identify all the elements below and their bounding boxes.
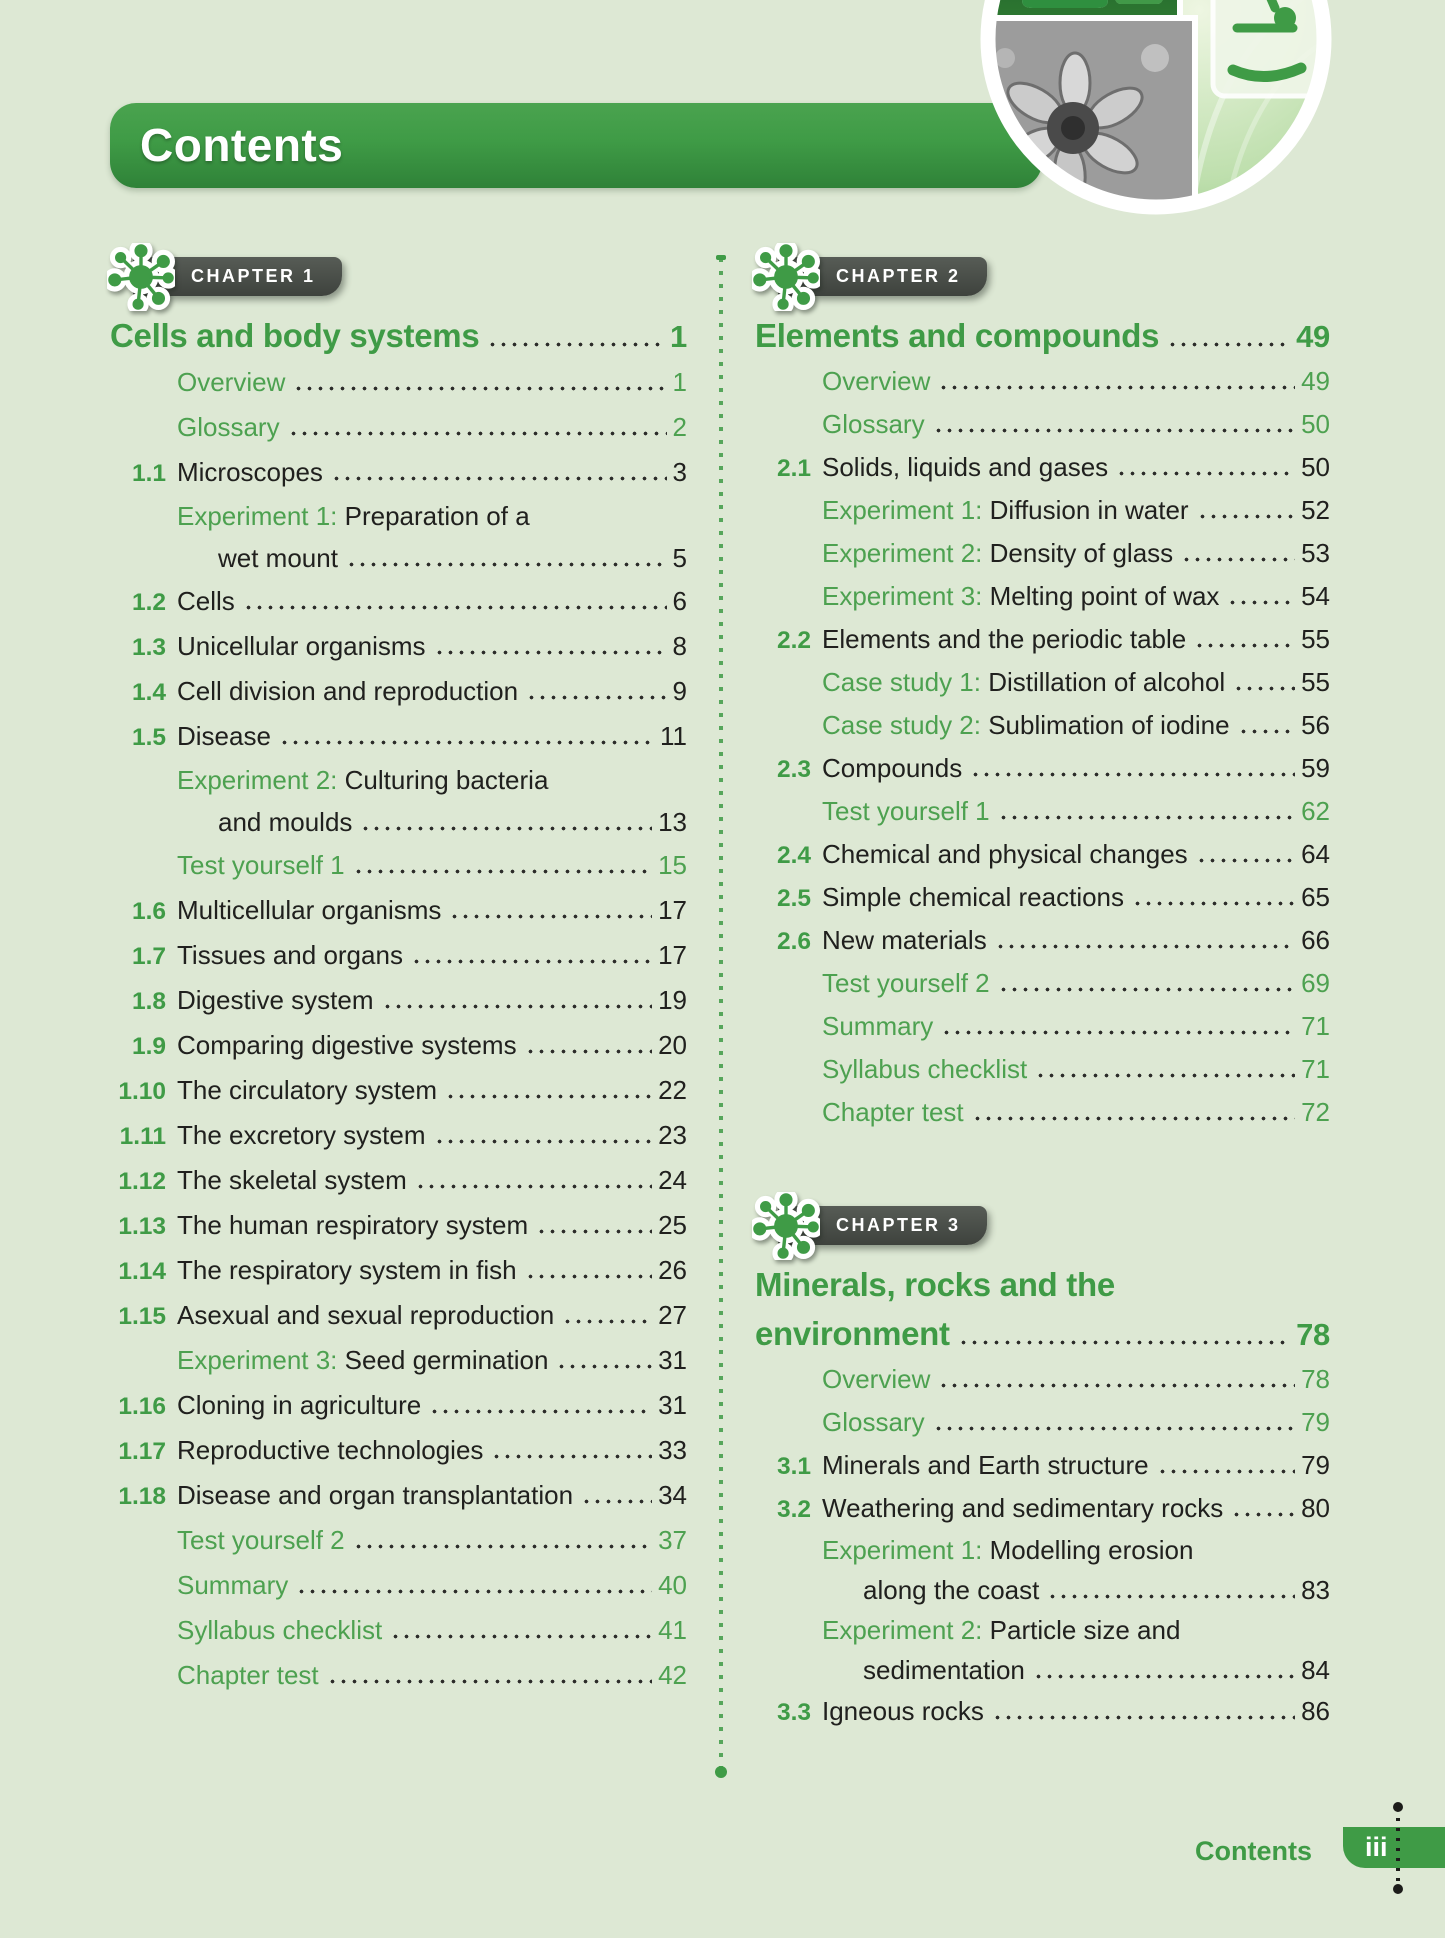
toc-entry-continuation [755, 1650, 1330, 1690]
toc-column-right [755, 257, 1330, 1733]
toc-entry [110, 1248, 687, 1293]
molecule-icon [752, 1192, 820, 1260]
entry-title: Comparing digestive systems [177, 1030, 517, 1060]
page-number: 55 [1301, 667, 1330, 697]
toc-entry [110, 1563, 687, 1608]
toc-entry [755, 1048, 1330, 1091]
toc-entry [110, 1428, 687, 1473]
chapter-block [755, 257, 1330, 1134]
toc-entry [110, 1473, 687, 1518]
dot-leader [331, 476, 667, 481]
toc-entry [755, 876, 1330, 919]
dot-leader [581, 1499, 652, 1504]
section-number: 2.2 [776, 627, 811, 654]
toc-entry [110, 1023, 687, 1068]
entry-green-prefix: Experiment 2: [822, 1615, 990, 1645]
entry-title: Summary [177, 1570, 289, 1600]
dot-leader [1035, 1073, 1295, 1078]
entry-title: Compounds [822, 753, 963, 783]
toc-entry [110, 759, 687, 801]
chapter-badge [778, 1206, 987, 1245]
page-number: 50 [1301, 452, 1330, 482]
page-number: 11 [660, 721, 687, 751]
toc-entry [755, 532, 1330, 575]
dot-leader [536, 1229, 652, 1234]
entry-title: Case study 2: Sublimation of iodine [822, 710, 1230, 740]
dot-leader [933, 428, 1296, 433]
dot-leader [970, 772, 1295, 777]
entry-title: The respiratory system in fish [177, 1255, 517, 1285]
section-number: 2.6 [776, 928, 811, 955]
entry-title: Summary [822, 1011, 934, 1041]
dot-leader [353, 1544, 652, 1549]
page-number: 71 [1301, 1011, 1330, 1041]
entry-green-prefix: Experiment 2: [822, 538, 990, 568]
chapter-title-text: Minerals, rocks and the [755, 1266, 1115, 1303]
toc-entry [755, 1358, 1330, 1401]
entry-title: Syllabus checklist [177, 1615, 383, 1645]
toc-entry [755, 962, 1330, 1005]
toc-entry [755, 790, 1330, 833]
entry-title: Glossary [822, 1407, 925, 1437]
entry-title: Unicellular organisms [177, 631, 426, 661]
section-number: 1.15 [118, 1303, 166, 1330]
page-number: 40 [658, 1570, 687, 1600]
dot-leader [288, 431, 667, 436]
entry-title: Asexual and sexual reproduction [177, 1300, 555, 1330]
entry-title: New materials [822, 925, 987, 955]
entry-title: Igneous rocks [822, 1696, 984, 1726]
dot-leader [556, 1364, 652, 1369]
entry-title: Minerals and Earth structure [822, 1450, 1149, 1480]
entry-title: Disease and organ transplantation [177, 1480, 574, 1510]
entry-title: Test yourself 2 [177, 1525, 345, 1555]
dot-leader [491, 1454, 652, 1459]
toc-entry [755, 661, 1330, 704]
footer-section-label: Contents [1195, 1836, 1312, 1866]
dot-leader [487, 342, 664, 347]
toc-entry [755, 1401, 1330, 1444]
section-number: 3.2 [776, 1496, 811, 1523]
chapter-page-number: 78 [1296, 1317, 1330, 1352]
chapter-block [110, 257, 687, 1698]
chapter-title [110, 311, 687, 360]
dot-leader [415, 1184, 652, 1189]
entry-title: Chapter test [177, 1660, 319, 1690]
entry-title: Cells [177, 586, 235, 616]
entry-green-prefix: Experiment 3: [822, 581, 990, 611]
entry-title: Experiment 3: Melting point of wax [822, 581, 1220, 611]
dot-leader [279, 740, 654, 745]
dot-leader [938, 1383, 1295, 1388]
toc-entry [755, 1091, 1330, 1134]
toc-entry [755, 489, 1330, 532]
dot-leader [327, 1679, 652, 1684]
dot-leader [998, 815, 1295, 820]
entry-title: Digestive system [177, 985, 374, 1015]
entry-title: The excretory system [177, 1120, 426, 1150]
section-number: 1.2 [131, 589, 166, 616]
dot-leader [1132, 901, 1295, 906]
entry-title: Experiment 1: Preparation of a [177, 501, 530, 531]
entry-title: Syllabus checklist [822, 1054, 1028, 1084]
page-number: 53 [1301, 538, 1330, 568]
page-number: 13 [658, 807, 687, 837]
page-number: 26 [658, 1255, 687, 1285]
dot-leader [429, 1409, 652, 1414]
dot-leader [445, 1094, 652, 1099]
section-number: 1.4 [131, 679, 166, 706]
page-number: 15 [658, 850, 687, 880]
page-number: 42 [658, 1660, 687, 1690]
dot-leader [296, 1589, 652, 1594]
page-number: 56 [1301, 710, 1330, 740]
chapter-title [755, 311, 1330, 360]
dot-leader [1233, 686, 1295, 691]
entry-green-prefix: Experiment 1: [822, 495, 990, 525]
entry-title: Overview [822, 1364, 931, 1394]
toc-entry [755, 1610, 1330, 1650]
entry-green-prefix: Experiment 1: [177, 501, 345, 531]
dot-leader [995, 944, 1295, 949]
entry-title: Simple chemical reactions [822, 882, 1125, 912]
page-number: 83 [1301, 1575, 1330, 1605]
page-number: 54 [1301, 581, 1330, 611]
page-number: 8 [672, 631, 687, 661]
dot-leader [1196, 858, 1295, 863]
entry-title: Multicellular organisms [177, 895, 442, 925]
page-number: 23 [658, 1120, 687, 1150]
page-number: 22 [658, 1075, 687, 1105]
page-number: 1 [672, 367, 687, 397]
toc-entry [110, 978, 687, 1023]
entry-title: Glossary [177, 412, 280, 442]
page-number: 17 [658, 895, 687, 925]
entry-title-continuation: along the coast [863, 1575, 1040, 1605]
toc-entry [110, 1608, 687, 1653]
entry-title-continuation: wet mount [218, 543, 338, 573]
entry-title: Chemical and physical changes [822, 839, 1188, 869]
dot-leader [1033, 1674, 1295, 1679]
page-number: 25 [658, 1210, 687, 1240]
page-number: 49 [1301, 366, 1330, 396]
entry-title: Overview [177, 367, 286, 397]
toc-entry [755, 360, 1330, 403]
page-number: 79 [1301, 1407, 1330, 1437]
toc-entry [755, 747, 1330, 790]
dot-leader [972, 1116, 1295, 1121]
page-number: 41 [658, 1615, 687, 1645]
dot-leader [449, 914, 652, 919]
entry-green-prefix: Experiment 3: [177, 1345, 345, 1375]
page-number: 9 [672, 676, 687, 706]
dot-leader [434, 1139, 653, 1144]
page-number: 3 [672, 457, 687, 487]
entry-title: Elements and the periodic table [822, 624, 1187, 654]
page-number: 50 [1301, 409, 1330, 439]
chapter-badge-label: CHAPTER 2 [836, 266, 961, 286]
toc-entry [110, 360, 687, 405]
dot-leader [992, 1715, 1295, 1720]
section-number: 1.14 [118, 1258, 166, 1285]
chapter-badge [778, 257, 987, 296]
dot-leader [1238, 729, 1295, 734]
dot-leader [293, 386, 666, 391]
page-number: 31 [658, 1390, 687, 1420]
page-number: 17 [658, 940, 687, 970]
toc-entry [110, 1338, 687, 1383]
section-number: 2.4 [776, 842, 811, 869]
dot-leader [958, 1340, 1290, 1345]
section-number: 3.3 [776, 1699, 811, 1726]
science-collage-image [975, 0, 1337, 220]
page-number: 69 [1301, 968, 1330, 998]
toc-entry [755, 1005, 1330, 1048]
chapter-title [755, 1309, 1330, 1358]
dot-leader [411, 959, 652, 964]
dot-leader [360, 826, 652, 831]
toc-entry [110, 405, 687, 450]
folio-page-number: iii [1365, 1832, 1388, 1862]
toc-entry [110, 579, 687, 624]
section-number: 2.3 [776, 756, 811, 783]
toc-entry [110, 888, 687, 933]
toc-entry [110, 843, 687, 888]
chapter-title [755, 1260, 1330, 1309]
page-number: 34 [658, 1480, 687, 1510]
toc-entry [110, 1383, 687, 1428]
entry-title: Disease [177, 721, 271, 751]
chapter-block [755, 1206, 1330, 1733]
column-divider [719, 258, 723, 1772]
section-number: 1.8 [131, 988, 166, 1015]
dot-leader [1231, 1512, 1295, 1517]
entry-title: Overview [822, 366, 931, 396]
entry-green-prefix: Case study 2: [822, 710, 989, 740]
page-number: 86 [1301, 1696, 1330, 1726]
section-number: 1.7 [131, 943, 166, 970]
entry-title: Experiment 2: Particle size and [822, 1615, 1181, 1645]
toc-entry [110, 1203, 687, 1248]
dot-leader [1047, 1594, 1295, 1599]
toc-entry [755, 919, 1330, 962]
page-number: 6 [672, 586, 687, 616]
entry-title: Experiment 1: Diffusion in water [822, 495, 1189, 525]
toc-entry [755, 1690, 1330, 1733]
page-number: 79 [1301, 1450, 1330, 1480]
entry-green-prefix: Case study 1: [822, 667, 989, 697]
dot-leader [1157, 1469, 1295, 1474]
page-number: 84 [1301, 1655, 1330, 1685]
toc-entry [110, 1068, 687, 1113]
entry-title: Experiment 2: Density of glass [822, 538, 1174, 568]
entry-title: Experiment 2: Culturing bacteria [177, 765, 549, 795]
dot-leader [1194, 643, 1295, 648]
toc-entry [755, 403, 1330, 446]
entry-title: Microscopes [177, 457, 323, 487]
section-number: 1.10 [118, 1078, 166, 1105]
section-number: 1.12 [118, 1168, 166, 1195]
dot-leader [390, 1634, 652, 1639]
toc-entry [110, 624, 687, 669]
dot-leader [434, 650, 667, 655]
entry-title: Test yourself 2 [822, 968, 990, 998]
toc-column-left [110, 257, 687, 1698]
toc-entry [755, 1444, 1330, 1487]
page-number: 5 [672, 543, 687, 573]
section-number: 2.5 [776, 885, 811, 912]
chapter-badge-label: CHAPTER 1 [191, 266, 316, 286]
toc-entry-continuation [110, 801, 687, 843]
molecule-icon [107, 243, 175, 311]
toc-entry [110, 1518, 687, 1563]
page-number: 78 [1301, 1364, 1330, 1394]
chapter-title-text: environment [755, 1315, 950, 1352]
entry-title: Tissues and organs [177, 940, 403, 970]
molecule-icon [752, 243, 820, 311]
page-number: 71 [1301, 1054, 1330, 1084]
chapter-badge-label: CHAPTER 3 [836, 1215, 961, 1235]
toc-entry [110, 1293, 687, 1338]
toc-entry [110, 669, 687, 714]
dot-leader [243, 605, 667, 610]
page-number: 19 [658, 985, 687, 1015]
entry-green-prefix: Experiment 2: [177, 765, 345, 795]
entry-title: Glossary [822, 409, 925, 439]
entry-title-continuation: sedimentation [863, 1655, 1025, 1685]
section-number: 1.5 [131, 724, 166, 751]
page-number: 37 [658, 1525, 687, 1555]
page-number: 72 [1301, 1097, 1330, 1127]
dot-leader [1116, 471, 1295, 476]
entry-title: The human respiratory system [177, 1210, 529, 1240]
section-number: 1.3 [131, 634, 166, 661]
page-number: 20 [658, 1030, 687, 1060]
section-number: 2.1 [776, 455, 811, 482]
dot-leader [1181, 557, 1295, 562]
page-number: 64 [1301, 839, 1330, 869]
toc-entry [110, 1113, 687, 1158]
toc-entry-continuation [110, 537, 687, 579]
page-number: 31 [658, 1345, 687, 1375]
page-number: 65 [1301, 882, 1330, 912]
section-number: 1.13 [118, 1213, 166, 1240]
dot-leader [562, 1319, 652, 1324]
toc-entry [110, 450, 687, 495]
entry-title: The circulatory system [177, 1075, 438, 1105]
page-number: 27 [658, 1300, 687, 1330]
toc-entry [755, 1487, 1330, 1530]
section-number: 1.16 [118, 1393, 166, 1420]
toc-entry [110, 714, 687, 759]
dot-leader [1227, 600, 1295, 605]
folio-box [1343, 1827, 1445, 1868]
section-number: 1.9 [131, 1033, 166, 1060]
page-title: Contents [140, 119, 344, 171]
toc-entry [110, 1653, 687, 1698]
header-bar [110, 103, 1042, 188]
folio-dotted-line [1396, 1808, 1400, 1888]
dot-leader [998, 987, 1295, 992]
entry-title: Experiment 1: Modelling erosion [822, 1535, 1194, 1565]
section-number: 3.1 [776, 1453, 811, 1480]
page-number: 62 [1301, 796, 1330, 826]
dot-leader [346, 562, 667, 567]
dot-leader [941, 1030, 1295, 1035]
page-number: 24 [658, 1165, 687, 1195]
chapter-badge [133, 257, 342, 296]
dot-leader [525, 1049, 653, 1054]
entry-title: Cell division and reproduction [177, 676, 519, 706]
page-number: 80 [1301, 1493, 1330, 1523]
page-number: 33 [658, 1435, 687, 1465]
toc-entry [110, 933, 687, 978]
toc-entry [755, 833, 1330, 876]
page-number: 2 [672, 412, 687, 442]
toc-entry [755, 618, 1330, 661]
dot-leader [1167, 342, 1290, 347]
page-number: 52 [1301, 495, 1330, 525]
toc-entry-continuation [755, 1570, 1330, 1610]
chapter-page-number: 1 [670, 319, 687, 354]
chapter-title-text: Elements and compounds [755, 317, 1160, 354]
entry-green-prefix: Experiment 1: [822, 1535, 990, 1565]
entry-title: Solids, liquids and gases [822, 452, 1109, 482]
dot-leader [382, 1004, 653, 1009]
toc-entry [110, 495, 687, 537]
dot-leader [353, 869, 652, 874]
section-number: 1.18 [118, 1483, 166, 1510]
section-number: 1.17 [118, 1438, 166, 1465]
toc-entry [755, 575, 1330, 618]
section-number: 1.1 [131, 460, 166, 487]
toc-entry [755, 1530, 1330, 1570]
entry-title: Weathering and sedimentary rocks [822, 1493, 1224, 1523]
section-number: 1.6 [131, 898, 166, 925]
entry-title: Chapter test [822, 1097, 964, 1127]
entry-title: Case study 1: Distillation of alcohol [822, 667, 1226, 697]
page-number: 55 [1301, 624, 1330, 654]
section-number: 1.11 [119, 1123, 166, 1150]
entry-title: Experiment 3: Seed germination [177, 1345, 549, 1375]
entry-title-continuation: and moulds [218, 807, 353, 837]
dot-leader [933, 1426, 1296, 1431]
dot-leader [1197, 514, 1295, 519]
dot-leader [938, 385, 1295, 390]
toc-entry [755, 704, 1330, 747]
page-number: 66 [1301, 925, 1330, 955]
entry-title: Reproductive technologies [177, 1435, 484, 1465]
entry-title: Cloning in agriculture [177, 1390, 422, 1420]
toc-entry [755, 446, 1330, 489]
page-number: 59 [1301, 753, 1330, 783]
dot-leader [526, 695, 666, 700]
toc-entry [110, 1158, 687, 1203]
entry-title: Test yourself 1 [822, 796, 990, 826]
entry-title: The skeletal system [177, 1165, 407, 1195]
chapter-page-number: 49 [1296, 319, 1330, 354]
dot-leader [525, 1274, 653, 1279]
chapter-title-text: Cells and body systems [110, 317, 480, 354]
entry-title: Test yourself 1 [177, 850, 345, 880]
